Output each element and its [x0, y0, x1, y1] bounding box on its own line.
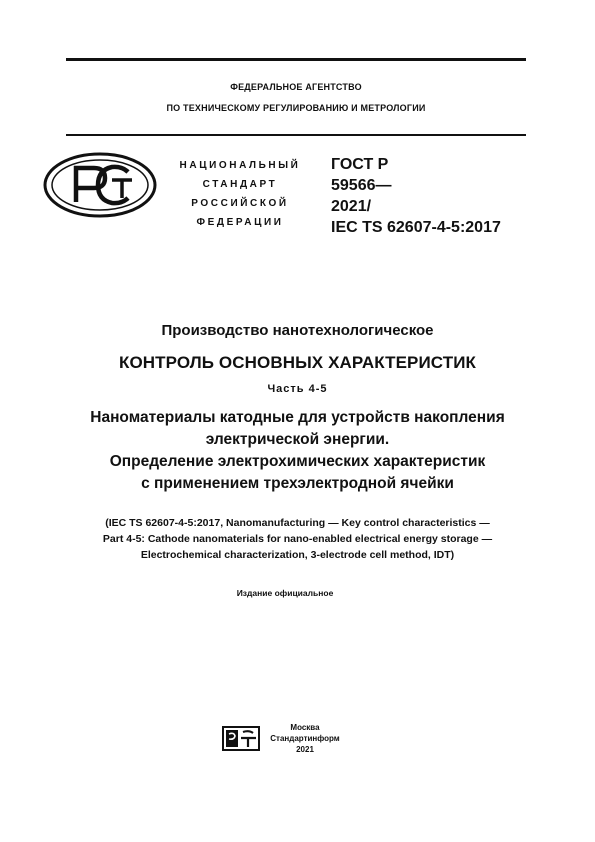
publisher-year: 2021 [296, 745, 314, 754]
publisher-block [262, 722, 348, 755]
publisher-name: Стандартинформ [270, 734, 340, 743]
designation-line-3: 2021/ [331, 198, 372, 215]
title-sub [20, 407, 575, 495]
title-main: КОНТРОЛЬ ОСНОВНЫХ ХАРАКТЕРИСТИК [118, 353, 477, 372]
designation-line-1: ГОСТ Р [331, 156, 389, 173]
title-sub-line-2: электрической энергии. [205, 431, 390, 448]
rst-certification-mark-icon [42, 152, 158, 218]
agency-line-2: ПО ТЕХНИЧЕСКОМУ РЕГУЛИРОВАНИЮ И МЕТРОЛОГИИ [166, 103, 426, 113]
title-sub-line-1: Наноматериалы катодные для устройств накопления [90, 409, 505, 426]
publisher-city: Москва [290, 723, 320, 732]
middle-rule [66, 134, 526, 136]
top-rule [66, 58, 526, 61]
title-part: Часть 4-5 [267, 383, 328, 395]
iec-title-line-2: Part 4-5: Cathode nanomaterials for nano-enabled electrical energy storage — [102, 533, 493, 545]
agency-line-1: ФЕДЕРАЛЬНОЕ АГЕНТСТВО [230, 82, 362, 92]
iec-title-line-1: (IEC TS 62607-4-5:2017, Nanomanufacturing — Key control characteristics — [105, 517, 490, 529]
designation-line-2: 59566— [331, 177, 392, 194]
standard-kind-line-4: ФЕДЕРАЦИИ [196, 217, 284, 228]
standard-kind-line-2: СТАНДАРТ [202, 179, 278, 190]
standard-kind-line-3: РОССИЙСКОЙ [191, 198, 289, 209]
edition-label: Издание официальное [236, 588, 334, 598]
title-sub-line-4: с применением трехэлектродной ячейки [141, 475, 454, 492]
standard-kind [170, 156, 310, 232]
standard-kind-line-1: НАЦИОНАЛЬНЫЙ [179, 160, 301, 171]
designation-line-4: IEC TS 62607-4-5:2017 [331, 219, 501, 236]
iec-title-line-3: Electrochemical characterization, 3-electrode cell method, IDT) [140, 549, 455, 561]
iec-title [20, 515, 575, 563]
standard-designation [331, 154, 501, 238]
title-pre: Производство нанотехнологическое [161, 322, 434, 339]
publisher-logo-icon [222, 726, 260, 751]
title-sub-line-3: Определение электрохимических характеристик [109, 453, 486, 470]
